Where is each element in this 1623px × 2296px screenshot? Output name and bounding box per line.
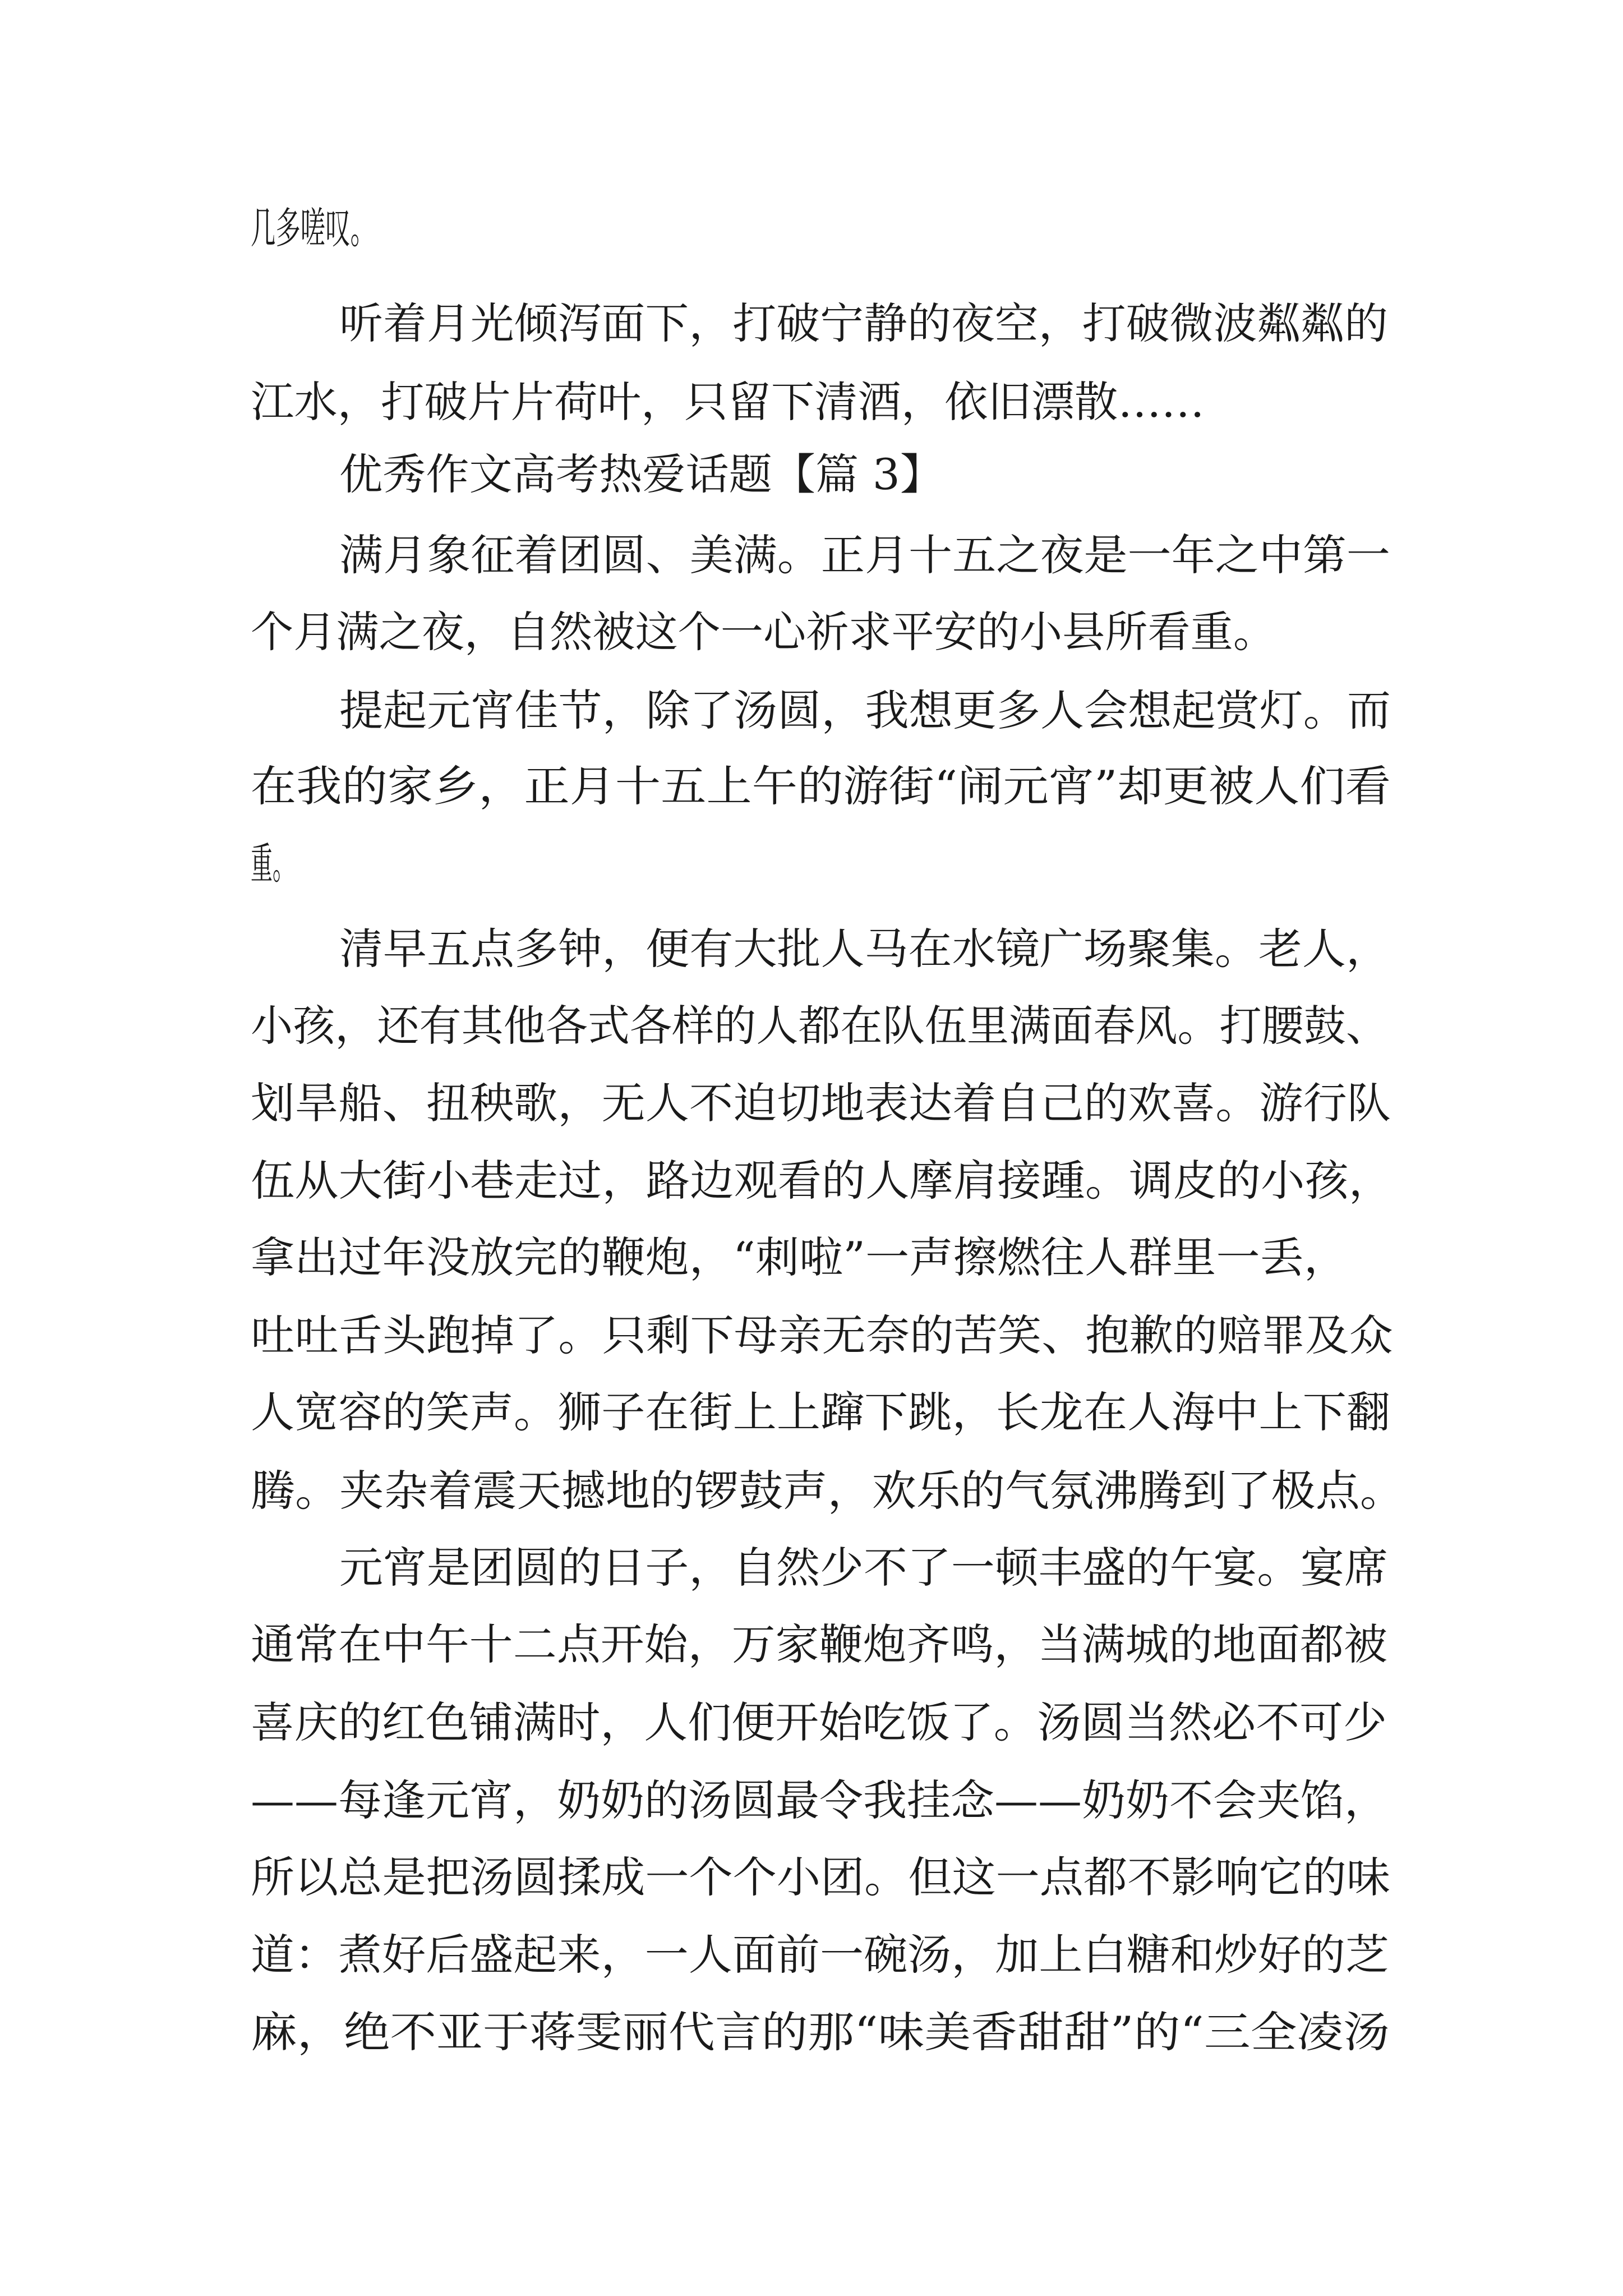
text-line xyxy=(0,197,1623,259)
text-line-content: 提起元宵佳节，除了汤圆，我想更多人会想起赏灯。而 xyxy=(339,685,1391,735)
text-line-content: 元宵是团圆的日子，自然少不了一顿丰盛的午宴。宴席 xyxy=(339,1543,1388,1593)
text-line xyxy=(0,1770,1623,1832)
text-line-content: 道：煮好后盛起来，一人面前一碗汤，加上白糖和炒好的芝 xyxy=(251,1930,1389,1980)
text-line-content: 个月满之夜，自然被这个一心祈求平安的小县所看重。 xyxy=(251,607,1276,657)
text-line xyxy=(0,1460,1623,1522)
section-heading xyxy=(0,444,1623,505)
text-line-content: 人宽容的笑声。狮子在街上上蹿下跳，长龙在人海中上下翻 xyxy=(251,1387,1390,1437)
text-line xyxy=(0,371,1623,433)
text-line-content: 喜庆的红色铺满时，人们便开始吃饭了。汤圆当然必不可少 xyxy=(251,1697,1387,1747)
text-line xyxy=(0,1537,1623,1599)
text-line xyxy=(0,1150,1623,1212)
text-line-content: 几多嗟叹。 xyxy=(251,203,375,253)
text-line-content: 伍从大街小巷走过，路边观看的人摩肩接踵。调皮的小孩， xyxy=(251,1156,1393,1205)
text-line-content: 小孩，还有其他各式各样的人都在队伍里满面春风。打腰鼓、 xyxy=(251,1001,1388,1051)
text-line xyxy=(0,1382,1623,1443)
text-line-content: 听着月光倾泻面下，打破宁静的夜空，打破微波粼粼的 xyxy=(339,298,1388,348)
text-line xyxy=(0,601,1623,663)
text-line xyxy=(0,524,1623,586)
text-line xyxy=(0,1227,1623,1289)
text-line xyxy=(0,833,1623,895)
text-line xyxy=(0,293,1623,355)
text-line xyxy=(0,2001,1623,2063)
text-line xyxy=(0,1847,1623,1908)
section-heading-text: 优秀作文高考热爱话题【篇 3】 xyxy=(339,449,943,499)
text-line xyxy=(0,1305,1623,1366)
text-line-content: 吐吐舌头跑掉了。只剩下母亲无奈的苦笑、抱歉的赔罪及众 xyxy=(251,1310,1393,1360)
text-line-content: 江水，打破片片荷叶，只留下清酒，依旧漂散…… xyxy=(251,377,1205,427)
text-line xyxy=(0,995,1623,1057)
text-line xyxy=(0,1614,1623,1676)
text-line xyxy=(0,918,1623,980)
text-line-content: 所以总是把汤圆揉成一个个小团。但这一点都不影响它的味 xyxy=(251,1852,1390,1902)
text-line-content: 清早五点多钟，便有大批人马在水镜广场聚集。老人， xyxy=(339,924,1390,974)
text-line xyxy=(0,680,1623,742)
text-line xyxy=(0,1692,1623,1754)
text-line-content: 在我的家乡，正月十五上午的游街“闹元宵”却更被人们看 xyxy=(251,761,1391,811)
text-line-content: 通常在中午十二点开始，万家鞭炮齐鸣，当满城的地面都被 xyxy=(251,1619,1387,1669)
text-line-content: 划旱船、扭秧歌，无人不迫切地表达着自己的欢喜。游行队 xyxy=(251,1078,1391,1128)
text-line-content: 麻，绝不亚于蒋雯丽代言的那“味美香甜甜”的“三全凌汤 xyxy=(251,2007,1390,2057)
text-line-content: 重。 xyxy=(251,839,294,889)
text-line-content: 满月象征着团圆、美满。正月十五之夜是一年之中第一 xyxy=(339,530,1390,580)
text-line-content: ——每逢元宵，奶奶的汤圆最令我挂念——奶奶不会夹馅， xyxy=(251,1775,1388,1825)
text-line xyxy=(0,756,1623,817)
text-line-content: 拿出过年没放完的鞭炮，“刺啦”一声擦燃往人群里一丢， xyxy=(251,1232,1348,1282)
text-line xyxy=(0,1073,1623,1134)
text-line xyxy=(0,1924,1623,1986)
text-line-content: 腾。夹杂着震天撼地的锣鼓声，欢乐的气氛沸腾到了极点。 xyxy=(251,1466,1404,1516)
